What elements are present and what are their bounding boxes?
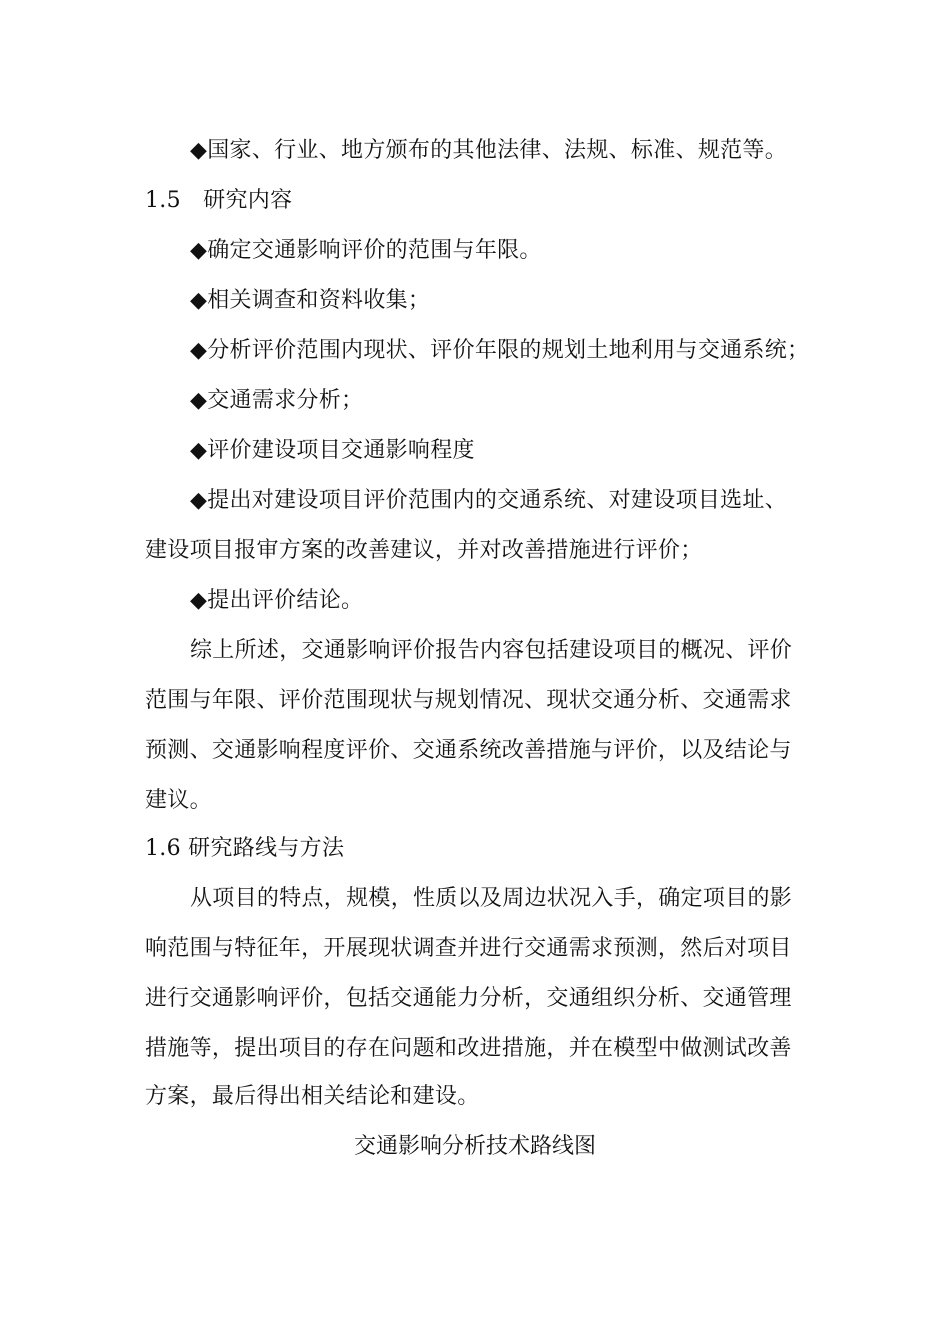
bullet-item: ◆分析评价范围内现状、评价年限的规划土地利用与交通系统；	[190, 338, 810, 363]
bullet-item: ◆提出对建设项目评价范围内的交通系统、对建设项目选址、	[190, 488, 788, 513]
section-heading-1-5: 1.5 研究内容	[145, 188, 293, 213]
bullet-item: ◆提出评价结论。	[190, 588, 364, 613]
paragraph-line: 响范围与特征年，开展现状调查并进行交通需求预测，然后对项目	[145, 936, 792, 961]
paragraph-line: 综上所述，交通影响评价报告内容包括建设项目的概况、评价	[190, 638, 793, 663]
paragraph-line: 进行交通影响评价，包括交通能力分析，交通组织分析、交通管理	[145, 986, 792, 1011]
bullet-item: ◆评价建设项目交通影响程度	[190, 438, 475, 463]
bullet-item: ◆相关调查和资料收集；	[190, 288, 431, 313]
bullet-item-continuation: 建设项目报审方案的改善建议，并对改善措施进行评价；	[145, 538, 703, 563]
paragraph-line: 范围与年限、评价范围现状与规划情况、现状交通分析、交通需求	[145, 688, 792, 713]
bullet-item: ◆交通需求分析；	[190, 388, 364, 413]
section-heading-1-6: 1.6 研究路线与方法	[145, 836, 345, 861]
paragraph-line: 建议。	[145, 788, 212, 813]
bullet-item: ◆确定交通影响评价的范围与年限。	[190, 238, 542, 263]
paragraph-line: 方案，最后得出相关结论和建设。	[145, 1084, 480, 1109]
figure-caption: 交通影响分析技术路线图	[353, 1134, 596, 1159]
paragraph-line: ◆国家、行业、地方颁布的其他法律、法规、标准、规范等。	[190, 138, 788, 163]
paragraph-line: 从项目的特点，规模，性质以及周边状况入手，确定项目的影	[190, 886, 793, 911]
paragraph-line: 措施等，提出项目的存在问题和改进措施，并在模型中做测试改善	[145, 1036, 792, 1061]
paragraph-line: 预测、交通影响程度评价、交通系统改善措施与评价，以及结论与	[145, 738, 792, 763]
